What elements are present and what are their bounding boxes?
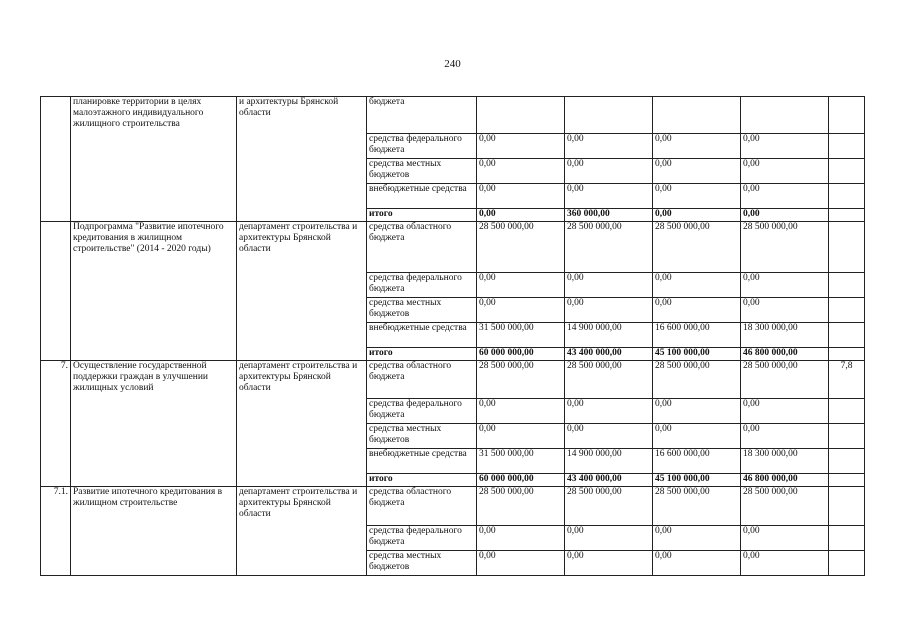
funding-source-cell: итого [367,209,477,222]
amount-cell: 45 100 000,00 [653,474,741,487]
amount-cell: 28 500 000,00 [653,487,741,526]
row-number-cell: 7.1. [41,487,71,576]
funding-source-cell: средства федерального бюджета [367,526,477,551]
indicator-cell [829,526,865,551]
executor-cell: и архитектуры Брянской области [237,97,367,222]
amount-cell: 0,00 [653,551,741,576]
amount-cell: 43 400 000,00 [565,474,653,487]
amount-cell: 28 500 000,00 [477,222,565,273]
executor-cell: департамент строительства и архитектуры Брянской области [237,222,367,361]
amount-cell: 0,00 [565,298,653,323]
amount-cell: 0,00 [653,399,741,424]
indicator-cell [829,449,865,474]
indicator-cell [829,222,865,273]
funding-source-cell: средства местных бюджетов [367,551,477,576]
amount-cell: 28 500 000,00 [741,222,829,273]
indicator-cell [829,487,865,526]
amount-cell: 46 800 000,00 [741,474,829,487]
row-number-cell [41,222,71,361]
amount-cell: 43 400 000,00 [565,348,653,361]
amount-cell: 0,00 [653,298,741,323]
amount-cell: 14 900 000,00 [565,323,653,348]
amount-cell: 0,00 [565,399,653,424]
amount-cell: 0,00 [653,273,741,298]
indicator-cell [829,97,865,134]
amount-cell: 28 500 000,00 [653,222,741,273]
amount-cell: 0,00 [741,551,829,576]
funding-source-cell: средства местных бюджетов [367,424,477,449]
amount-cell: 0,00 [653,184,741,209]
indicator-cell [829,159,865,184]
executor-cell: департамент строительства и архитектуры Брянской области [237,487,367,576]
funding-source-cell: итого [367,474,477,487]
row-number-cell: 7. [41,361,71,487]
amount-cell: 0,00 [741,526,829,551]
indicator-cell: 7,8 [829,361,865,399]
amount-cell: 0,00 [653,526,741,551]
funding-source-cell: бюджета [367,97,477,134]
amount-cell: 28 500 000,00 [477,361,565,399]
amount-cell: 0,00 [477,134,565,159]
amount-cell: 0,00 [477,399,565,424]
funding-source-cell: средства федерального бюджета [367,399,477,424]
amount-cell: 0,00 [477,209,565,222]
amount-cell: 28 500 000,00 [565,487,653,526]
funding-source-cell: внебюджетные средства [367,323,477,348]
amount-cell: 60 000 000,00 [477,348,565,361]
amount-cell: 0,00 [741,159,829,184]
measure-name-cell: Осуществление государственной поддержки граждан в улучшении жилищных условий [71,361,237,487]
amount-cell: 360 000,00 [565,209,653,222]
amount-cell: 0,00 [741,209,829,222]
amount-cell: 0,00 [477,159,565,184]
row-number-cell [41,97,71,222]
amount-cell: 0,00 [653,209,741,222]
funding-source-cell: средства федерального бюджета [367,273,477,298]
indicator-cell [829,134,865,159]
indicator-cell [829,298,865,323]
amount-cell: 45 100 000,00 [653,348,741,361]
amount-cell: 0,00 [741,134,829,159]
measure-name-cell: Подпрограмма "Развитие ипотечного кредитования в жилищном строительстве" (2014 - 2020 годы) [71,222,237,361]
amount-cell: 18 300 000,00 [741,323,829,348]
table-row [41,222,865,273]
amount-cell: 0,00 [653,159,741,184]
indicator-cell [829,399,865,424]
amount-cell: 31 500 000,00 [477,323,565,348]
funding-source-cell: внебюджетные средства [367,184,477,209]
amount-cell: 0,00 [477,424,565,449]
indicator-cell [829,348,865,361]
amount-cell: 28 500 000,00 [741,487,829,526]
amount-cell: 0,00 [565,424,653,449]
amount-cell: 0,00 [741,273,829,298]
executor-cell: департамент строительства и архитектуры Брянской области [237,361,367,487]
budget-table [40,96,865,576]
amount-cell: 14 900 000,00 [565,449,653,474]
amount-cell: 0,00 [653,424,741,449]
amount-cell: 0,00 [477,184,565,209]
amount-cell: 31 500 000,00 [477,449,565,474]
amount-cell [653,97,741,134]
indicator-cell [829,323,865,348]
amount-cell: 0,00 [477,298,565,323]
funding-source-cell: средства областного бюджета [367,361,477,399]
amount-cell: 0,00 [565,184,653,209]
funding-source-cell: итого [367,348,477,361]
indicator-cell [829,184,865,209]
amount-cell: 0,00 [741,399,829,424]
amount-cell: 0,00 [741,424,829,449]
amount-cell: 28 500 000,00 [477,487,565,526]
amount-cell: 0,00 [565,273,653,298]
funding-source-cell: внебюджетные средства [367,449,477,474]
amount-cell [565,97,653,134]
amount-cell: 0,00 [565,134,653,159]
table-row [41,97,865,134]
indicator-cell [829,209,865,222]
indicator-cell [829,474,865,487]
table-row [41,487,865,526]
funding-source-cell: средства федерального бюджета [367,134,477,159]
amount-cell: 0,00 [477,551,565,576]
indicator-cell [829,551,865,576]
amount-cell: 0,00 [477,273,565,298]
measure-name-cell: планировке территории в целях малоэтажного индивидуального жилищного строительства [71,97,237,222]
amount-cell [477,97,565,134]
table-body [41,97,865,576]
amount-cell: 28 500 000,00 [565,361,653,399]
funding-source-cell: средства местных бюджетов [367,159,477,184]
amount-cell: 16 600 000,00 [653,449,741,474]
amount-cell: 28 500 000,00 [565,222,653,273]
amount-cell: 28 500 000,00 [653,361,741,399]
amount-cell: 0,00 [741,298,829,323]
table-row [41,361,865,399]
amount-cell: 60 000 000,00 [477,474,565,487]
funding-source-cell: средства местных бюджетов [367,298,477,323]
amount-cell: 16 600 000,00 [653,323,741,348]
amount-cell: 46 800 000,00 [741,348,829,361]
amount-cell: 0,00 [565,159,653,184]
amount-cell: 0,00 [565,526,653,551]
amount-cell: 0,00 [565,551,653,576]
amount-cell: 0,00 [477,526,565,551]
amount-cell [741,97,829,134]
funding-source-cell: средства областного бюджета [367,487,477,526]
indicator-cell [829,424,865,449]
funding-source-cell: средства областного бюджета [367,222,477,273]
amount-cell: 0,00 [741,184,829,209]
amount-cell: 28 500 000,00 [741,361,829,399]
measure-name-cell: Развитие ипотечного кредитования в жилищном строительстве [71,487,237,576]
amount-cell: 0,00 [653,134,741,159]
indicator-cell [829,273,865,298]
amount-cell: 18 300 000,00 [741,449,829,474]
page-number: 240 [444,58,461,70]
